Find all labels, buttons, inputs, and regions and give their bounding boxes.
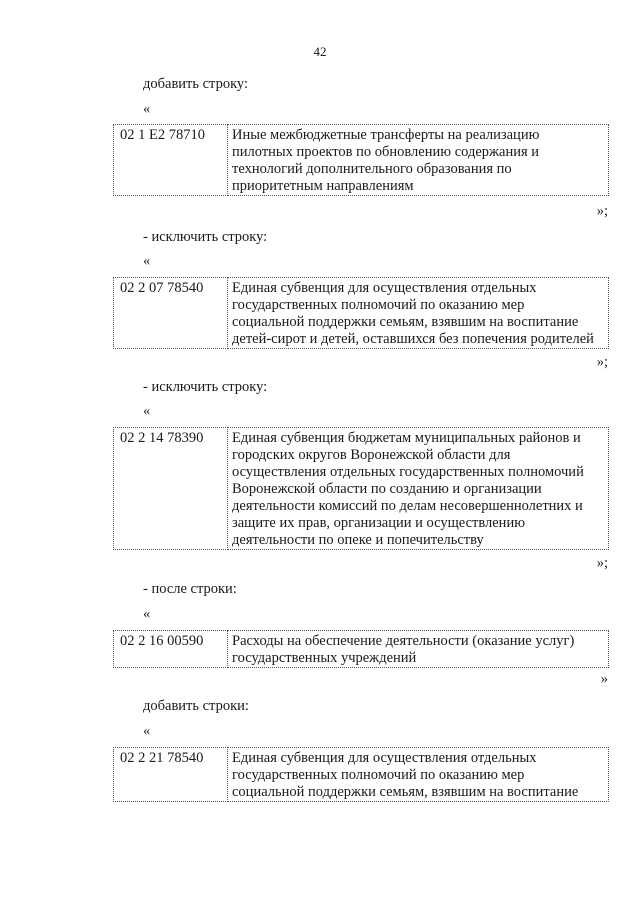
budget-description: Иные межбюджетные трансферты на реализацию пилотных проектов по обновлению содержания и технологий дополнительного образования по приоритетным направлениям <box>228 125 609 196</box>
budget-row-table <box>113 747 609 802</box>
budget-code: 02 2 16 00590 <box>114 631 228 668</box>
budget-row-table <box>113 124 609 196</box>
budget-code: 02 2 07 78540 <box>114 278 228 349</box>
budget-row-table <box>113 630 609 668</box>
instruction-text: добавить строку: <box>143 76 248 92</box>
opening-quote: « <box>143 253 151 269</box>
page-number: 42 <box>313 44 327 59</box>
budget-description: Единая субвенция бюджетам муниципальных районов и городских округов Воронежской области для осуществления отдельных государственных полномочий Воронежской области по созданию и организации деятельности комиссий по делам несовершеннолетних и защите их прав, организации и осуществлению деятельности по опеке и попечительству <box>228 428 609 550</box>
budget-description: Единая субвенция для осуществления отдельных государственных полномочий по оказанию мер социальной поддержки семьям, взявшим на воспитание <box>228 748 609 802</box>
budget-code: 02 1 E2 78710 <box>114 125 228 196</box>
closing-quote: » <box>600 671 608 687</box>
instruction-text: - исключить строку: <box>143 229 268 245</box>
instruction-text: - после строки: <box>143 581 237 597</box>
opening-quote: « <box>143 723 151 739</box>
instruction-text: добавить строки: <box>143 698 249 714</box>
budget-description: Единая субвенция для осуществления отдельных государственных полномочий по оказанию мер социальной поддержки семьям, взявшим на воспитание детей-сирот и детей, оставшихся без попечения родителей <box>228 278 609 349</box>
budget-code: 02 2 21 78540 <box>114 748 228 802</box>
budget-description: Расходы на обеспечение деятельности (оказание услуг) государственных учреждений <box>228 631 609 668</box>
budget-code: 02 2 14 78390 <box>114 428 228 550</box>
opening-quote: « <box>143 101 151 117</box>
closing-quote: »; <box>596 354 608 370</box>
budget-row-table <box>113 427 609 550</box>
closing-quote: »; <box>596 555 608 571</box>
budget-row-table <box>113 277 609 349</box>
instruction-text: - исключить строку: <box>143 379 268 395</box>
closing-quote: »; <box>596 203 608 219</box>
opening-quote: « <box>143 606 151 622</box>
opening-quote: « <box>143 403 151 419</box>
